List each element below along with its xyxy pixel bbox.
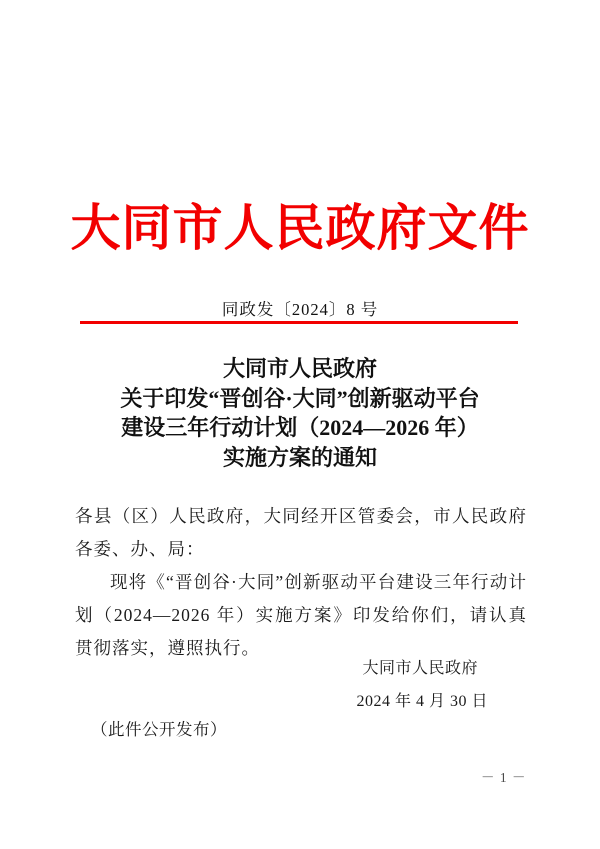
document-number: 同政发〔2024〕8 号 [221,300,379,319]
signature-issuer: 大同市人民政府 [362,660,478,677]
document-title-line-2: 关于印发“晋创谷·大同”创新驱动平台 [120,385,480,411]
page-number: － 1 － [481,770,527,785]
red-header-org-title: 大同市人民政府文件 [70,200,530,256]
document-body [75,500,527,665]
red-divider-line [80,321,518,324]
document-title [40,354,560,472]
document-title-line-4: 实施方案的通知 [222,444,377,470]
public-release-note: （此件公开发布） [91,720,227,739]
signature-date: 2024 年 4 月 30 日 [356,693,488,710]
body-salutation: 各县（区）人民政府，大同经开区管委会，市人民政府各委、办、局： [75,506,527,559]
body-paragraph: 现将《“晋创谷·大同”创新驱动平台建设三年行动计划（2024—2026 年）实施方案》印发给你们，请认真贯彻落实，遵照执行。 [75,572,527,658]
document-title-line-1: 大同市人民政府 [222,356,377,381]
document-title-line-3: 建设三年行动计划（2024—2026 年） [121,415,479,440]
